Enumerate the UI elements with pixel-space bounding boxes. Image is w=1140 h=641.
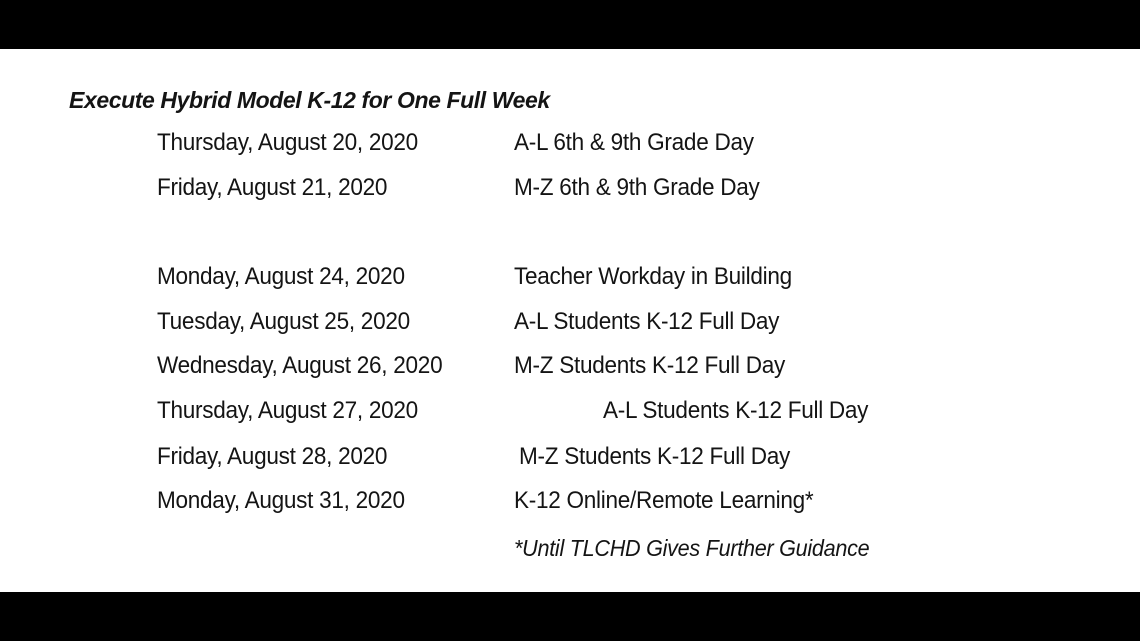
schedule-date: Thursday, August 27, 2020: [157, 397, 418, 424]
letterbox-bottom-bar: [0, 592, 1140, 641]
schedule-event: K-12 Online/Remote Learning*: [514, 487, 814, 514]
schedule-date: Friday, August 28, 2020: [157, 443, 388, 470]
schedule-date: Tuesday, August 25, 2020: [157, 308, 410, 335]
schedule-date: Monday, August 24, 2020: [157, 263, 405, 290]
schedule-date: Friday, August 21, 2020: [157, 174, 388, 201]
schedule-footnote: *Until TLCHD Gives Further Guidance: [514, 535, 870, 561]
schedule-event: M-Z Students K-12 Full Day: [514, 352, 786, 379]
schedule-event: Teacher Workday in Building: [514, 263, 792, 290]
schedule-document: [0, 49, 1140, 592]
schedule-date: Monday, August 31, 2020: [157, 487, 405, 514]
schedule-date: Thursday, August 20, 2020: [157, 129, 418, 156]
schedule-event: A-L Students K-12 Full Day: [603, 397, 869, 424]
schedule-heading: Execute Hybrid Model K-12 for One Full Week: [69, 87, 550, 113]
schedule-event: M-Z 6th & 9th Grade Day: [514, 174, 760, 201]
letterbox-top-bar: [0, 0, 1140, 49]
schedule-event: M-Z Students K-12 Full Day: [519, 443, 791, 470]
schedule-event: A-L Students K-12 Full Day: [514, 308, 780, 335]
schedule-event: A-L 6th & 9th Grade Day: [514, 129, 754, 156]
schedule-date: Wednesday, August 26, 2020: [157, 352, 443, 379]
